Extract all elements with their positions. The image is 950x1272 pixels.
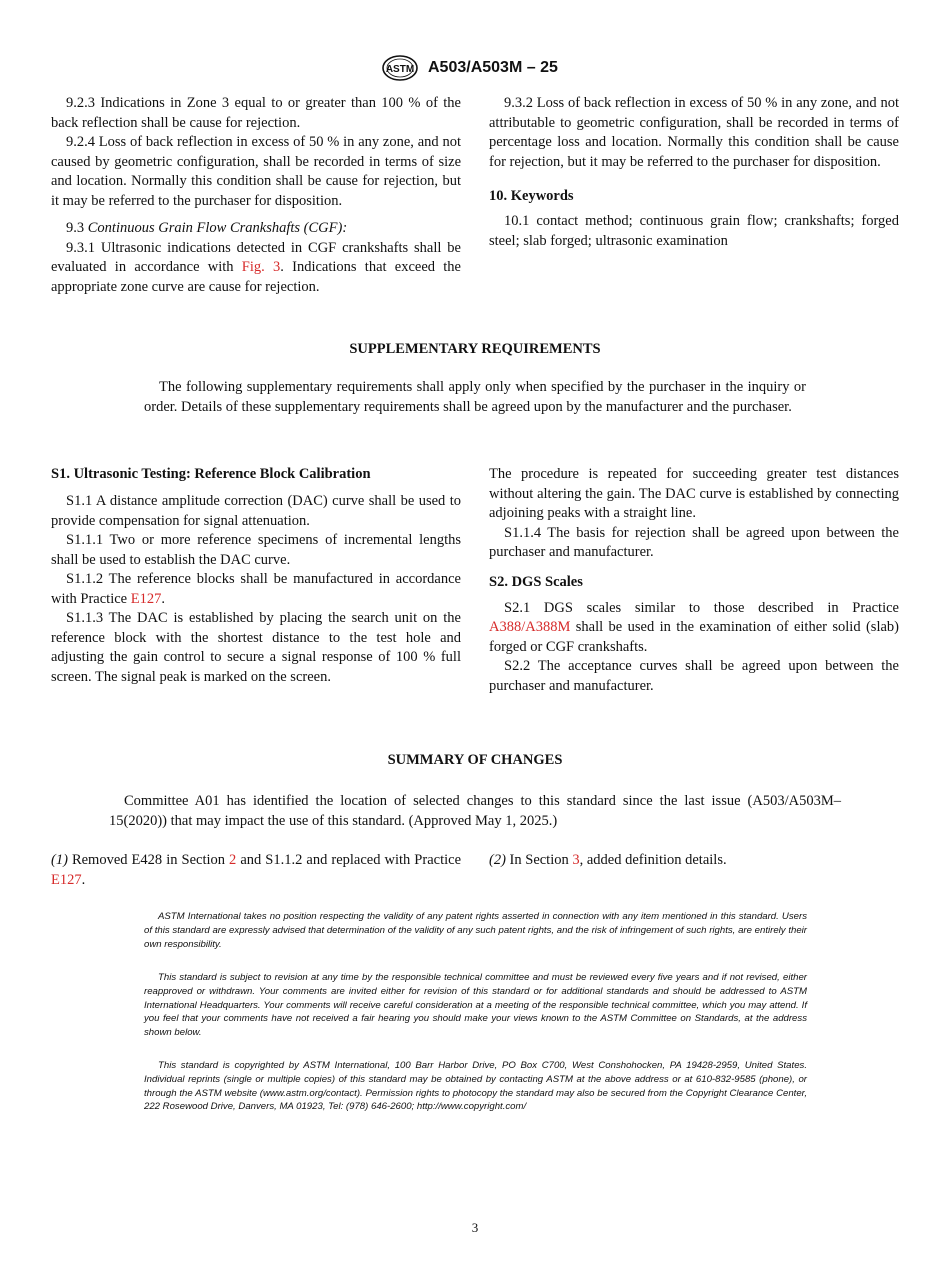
para-9-3-num: 9.3: [66, 220, 88, 236]
para-9-3-title: Continuous Grain Flow Crankshafts (CGF):: [87, 220, 348, 236]
fig-3-link[interactable]: Fig. 3: [241, 259, 281, 275]
para-s1-1-2-text-a: S1.1.2 The reference blocks shall be manufactured in accordance with Practice: [51, 571, 461, 607]
change-2: [489, 851, 899, 871]
para-s1-1-1: S1.1.1 Two or more reference specimens of incremental lengths shall be used to establish the DAC curve.: [51, 532, 461, 568]
para-9-3-1-text-b: . Indications that exceed the appropriate zone curve are cause for rejection.: [51, 259, 461, 295]
para-s2-1: [489, 599, 899, 658]
revision-notice: This standard is subject to revision at any time by the responsible technical committee and must be reviewed every five years and if not revised, either reapproved or withdrawn. Your comments are invited either for revision of this standard or for additional standards and should be addressed to ASTM International Headquarters. Your comments will receive careful consideration at a meeting of the responsible technical committee, which you may attend. If you feel that your comments have not received a fair hearing you should make your views known to the ASTM Committee on Standards, at the address shown below.: [144, 972, 807, 1039]
summary-title: SUMMARY OF CHANGES: [387, 752, 563, 768]
standard-designation: A503/A503M – 25: [428, 59, 558, 76]
astm-logo-text: ASTM: [385, 64, 415, 75]
para-s2-1-text-a: S2.1 DGS scales similar to those described in Practice: [504, 599, 899, 616]
s-left-column: [51, 465, 461, 687]
supplementary-intro: The following supplementary requirements shall apply only when specified by the purchaser in the inquiry or order. Details of these supplementary requirements shall be agreed upon by the manufacturer and the purchaser.: [144, 379, 806, 415]
para-10-1: 10.1 contact method; continuous grain flow; crankshafts; forged steel; slab forged; ultrasonic examination: [489, 213, 899, 249]
change-2-text-a: In Section: [505, 852, 573, 868]
para-9-2-3: 9.2.3 Indications in Zone 3 equal to or greater than 100 % of the back reflection shall be cause for rejection.: [51, 95, 461, 131]
para-s1-1-4: S1.1.4 The basis for rejection shall be agreed upon between the purchaser and manufacturer.: [489, 524, 899, 560]
para-s1-1-3: S1.1.3 The DAC is established by placing the search unit on the reference block with the shortest distance to the test hole and adjusting the gain control to secure a signal response of 100 % full screen. The signal peak is marked on the screen.: [51, 610, 461, 685]
para-s1-1-2-text-b: .: [161, 590, 165, 607]
para-9-3: [51, 219, 461, 239]
change-1: [51, 851, 461, 890]
change-2-text-b: , added definition details.: [579, 852, 727, 868]
change-2-num: (2): [489, 852, 506, 868]
page-header: [380, 54, 580, 82]
para-9-3-2: 9.3.2 Loss of back reflection in excess of 50 % in any zone, and not attributable to geometric configuration, shall be recorded in terms of percentage loss and location. Normally this condition shall be cause for rejection, but it may be referred to the purchaser for disposition.: [489, 95, 899, 170]
para-s2-2: S2.2 The acceptance curves shall be agreed upon between the purchaser and manufacturer.: [489, 658, 899, 694]
e127-link-2[interactable]: E127: [51, 871, 82, 888]
para-s1-1-3-cont: The procedure is repeated for succeeding greater test distances without altering the gain. The DAC curve is established by connecting adjoining peaks with a straight line.: [489, 466, 899, 521]
right-column: [489, 94, 899, 251]
change-1-text-a: Removed E428 in Section: [67, 852, 230, 868]
section-2-link[interactable]: 2: [229, 852, 237, 868]
s1-heading: S1. Ultrasonic Testing: Reference Block Calibration: [51, 466, 371, 482]
para-s1-1-2: [51, 570, 461, 609]
para-9-3-1: [51, 239, 461, 298]
section-3-link[interactable]: 3: [572, 852, 580, 868]
change-1-text-b: and S1.1.2 and replaced with Practice: [236, 852, 462, 868]
change-1-num: (1): [51, 852, 68, 868]
s-right-column: [489, 465, 899, 696]
change-1-text-c: .: [81, 871, 86, 888]
summary-intro: Committee A01 has identified the location of selected changes to this standard since the last issue (A503/A503M– 15(2020)) that may impact the use of this standard. (Approved May 1, 2025.): [109, 793, 841, 829]
left-column: [51, 94, 461, 297]
copyright-notice: This standard is copyrighted by ASTM International, 100 Barr Harbor Drive, PO Box C700, West Conshohocken, PA 19428-2959, United States. Individual reprints (single or multiple copies) of this standard may be obtained by contacting ASTM at the above address or at 610-832-9585 (phone), or through the ASTM website (www.astm.org/contact). Permission rights to photocopy the standard may also be secured from the Copyright Clearance Center, 222 Rosewood Drive, Danvers, MA 01923, Tel: (978) 646-2600; http://www.copyright.com/: [144, 1060, 807, 1113]
para-9-3-1-text-a: 9.3.1 Ultrasonic indications detected in CGF crankshafts shall be evaluated in accordance with: [51, 239, 461, 275]
patent-notice: ASTM International takes no position respecting the validity of any patent rights asserted in connection with any item mentioned in this standard. Users of this standard are expressly advised that determination of the validity of any such patent rights, and the risk of infringement of such rights, are entirely their own responsibility.: [144, 911, 807, 950]
para-9-2-4: 9.2.4 Loss of back reflection in excess of 50 % in any zone, and not caused by geometric configuration, shall be recorded in terms of size and location. Normally this condition shall be cause for rejection, but it may be referred to the purchaser for disposition.: [51, 134, 461, 209]
para-s1-1: S1.1 A distance amplitude correction (DAC) curve shall be used to provide compensation for signal attenuation.: [51, 493, 461, 529]
a388-link[interactable]: A388/A388M: [489, 619, 571, 635]
keywords-heading: 10. Keywords: [489, 188, 574, 204]
astm-logo: [380, 54, 420, 82]
s2-heading: S2. DGS Scales: [489, 573, 583, 590]
para-s2-1-text-b: shall be used in the examination of either solid (slab) forged or CGF crankshafts.: [489, 619, 899, 655]
page-number: 3: [471, 1220, 479, 1235]
supplementary-title: SUPPLEMENTARY REQUIREMENTS: [349, 341, 601, 357]
e127-link[interactable]: E127: [130, 590, 162, 607]
